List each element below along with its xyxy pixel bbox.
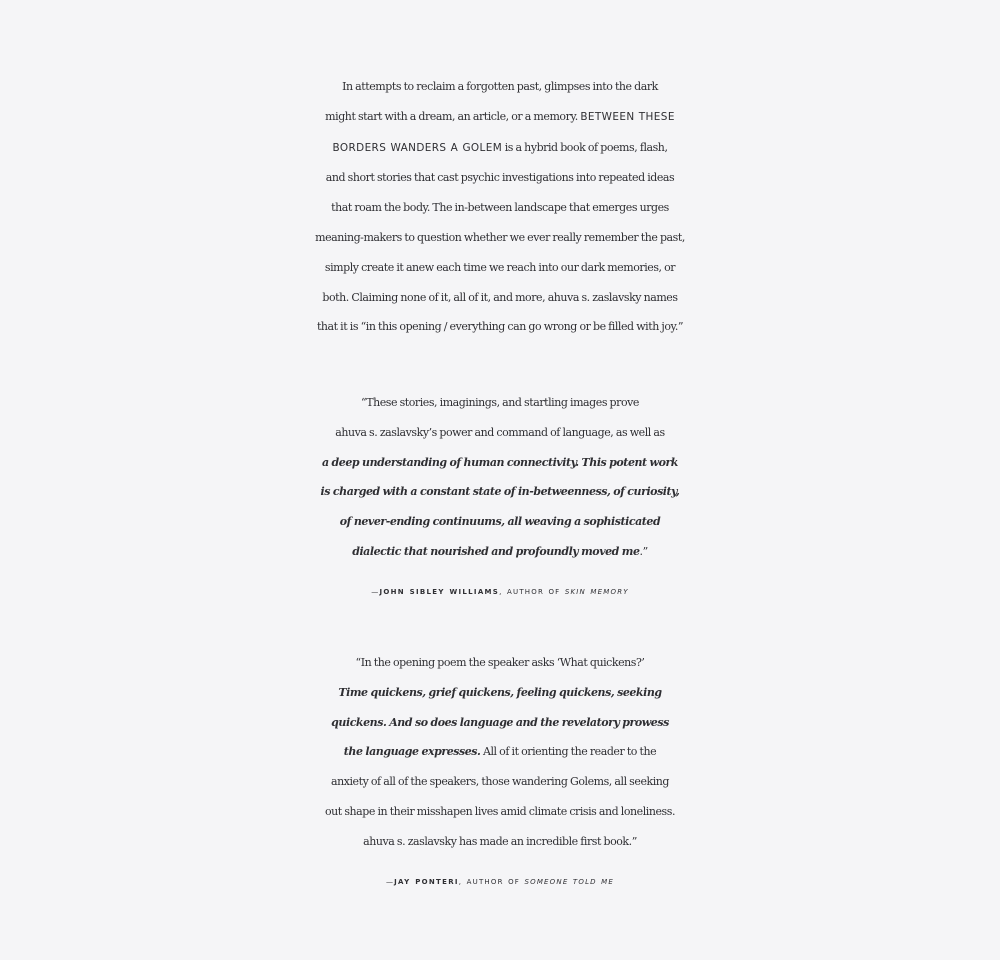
book-title-part: BETWEEN THESE [580,110,675,123]
blurb-line: of never-ending continuums, all weaving a sophisticated [339,515,661,529]
description-line: simply create it anew each time we reach into our dark memories, or [324,260,676,274]
blurb-attribution [0,870,1000,894]
blurb-line [0,537,1000,567]
attribution-role: , AUTHOR OF [499,587,565,596]
blurb-line: a deep understanding of human connectivity. This potent work [322,455,678,469]
blurb-williams [0,388,1000,604]
description-line [0,133,1000,164]
blurb-text: All of it orienting the reader to the [480,745,657,759]
blurb-line: ahuva s. zaslavsky’s power and command of language, as well as [335,425,665,439]
book-title-part: BORDERS WANDERS A GOLEM [332,141,503,154]
blurb-line: is charged with a constant state of in-betweenness, of curiosity, [320,485,680,499]
description-line: In attempts to reclaim a forgotten past, glimpses into the dark [342,80,658,93]
attribution-dash: — [385,877,395,886]
attribution-role: , AUTHOR OF [458,877,525,886]
blurb-line: anxiety of all of the speakers, those wandering Golems, all seeking [330,775,670,789]
blurb-attribution [0,580,1000,604]
attribution-book: SOMEONE TOLD ME [524,877,615,886]
description-line: and short stories that cast psychic investigations into repeated ideas [325,171,675,185]
attribution-dash: — [371,587,380,596]
blurb-line: out shape in their misshapen lives amid climate crisis and loneliness. [325,804,675,818]
description-line: both. Claiming none of it, all of it, and more, ahuva s. zaslavsky names [322,290,678,304]
attribution-name: JOHN SIBLEY WILLIAMS [379,587,500,596]
blurb-emphasis: the language expresses. [343,745,481,759]
description-line [0,102,1000,133]
description-text: is a hybrid book of poems, flash, [502,140,668,154]
description-line: that roam the body. The in-between landscape that emerges urges [331,201,669,215]
blurb-emphasis: dialectic that nourished and profoundly moved me [352,544,640,558]
description-text: might start with a dream, an article, or a memory. [325,109,581,123]
description-line: meaning-makers to question whether we ever really remember the past, [315,230,685,244]
blurb-line: quickens. And so does language and the revelatory prowess [331,715,669,729]
blurb-text: .” [639,544,648,558]
description-line: that it is “in this opening / everything can go wrong or be filled with joy.” [316,320,684,334]
attribution-name: JAY PONTERI [394,877,459,886]
blurb-line: “In the opening poem the speaker asks ‘What quickens?’ [355,656,645,669]
book-description [0,72,1000,342]
blurb-ponteri [0,648,1000,894]
blurb-line: ahuva s. zaslavsky has made an incredible first book.” [363,834,637,848]
attribution-book: SKIN MEMORY [564,587,629,596]
blurb-line [0,737,1000,767]
blurb-line: Time quickens, grief quickens, feeling quickens, seeking [338,685,662,699]
blurb-line: “These stories, imaginings, and startling images prove [361,396,639,409]
